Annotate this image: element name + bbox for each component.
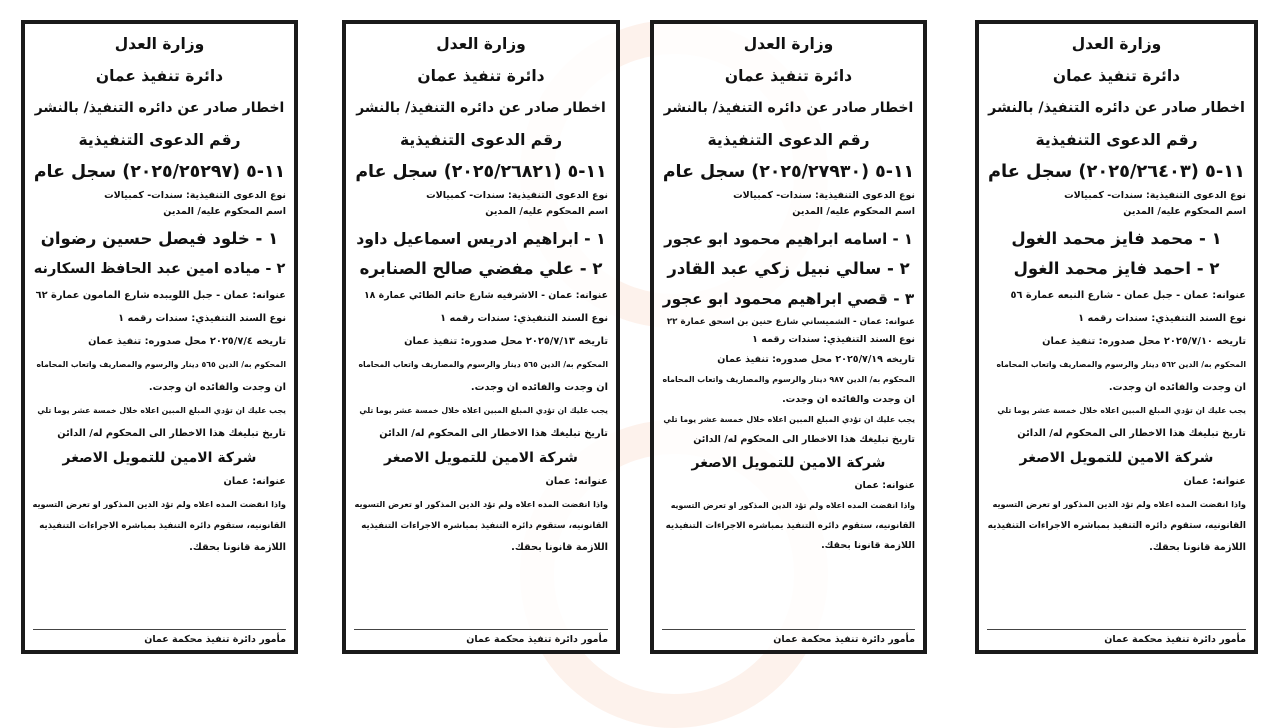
case-label: رقم الدعوى التنفيذية — [1035, 131, 1198, 149]
bond-type-line: نوع السند التنفيذي: سندات رقمه ١ — [440, 313, 608, 324]
interest-line: ان وجدت والفائده ان وجدت. — [470, 382, 608, 393]
closing-line: القانونيه، ستقوم دائره التنفيذ بمباشره الاجراءات التنفيذيه — [987, 521, 1246, 531]
closing-line: اللازمة قانونا بحقك. — [511, 542, 608, 553]
address-line: عنوانه: عمان - جبل عمان - شارع النبعه عمارة ٥٦ — [1010, 290, 1246, 301]
case-label: رقم الدعوى التنفيذية — [399, 131, 563, 149]
case-type: نوع الدعوى التنفيذية: سندات- كمبيالات — [733, 190, 915, 201]
case-number: ١١-٥ (٢٠٢٥/٢٦٤٠٣) سجل عام — [987, 161, 1245, 182]
closing-line: واذا انقضت المده اعلاه ولم تؤد الدين المذكور او تعرض التسويه — [32, 499, 286, 509]
ministry-heading: وزارة العدل — [436, 35, 526, 53]
bond-type-line: نوع السند التنفيذي: سندات رقمه ١ — [1078, 313, 1246, 324]
creditor-name: شركة الامين للتمويل الاصغر — [691, 455, 886, 471]
defendant-name: ٣ - قصي ابراهيم محمود ابو عجور — [662, 290, 915, 308]
pay-line: يجب عليك ان تؤدي المبلغ المبين اعلاه خلال خمسة عشر يوما تلي — [359, 406, 608, 415]
amount-line: المحكوم به/ الدين ٥٦٥ دينار والرسوم والمصاريف واتعاب المحاماه — [358, 360, 608, 369]
department-heading: دائرة تنفيذ عمان — [417, 67, 545, 85]
bond-type-line: نوع السند التنفيذي: سندات رقمه ١ — [752, 334, 915, 345]
date-line: تاريخه ٢٠٢٥/٧/١٩ محل صدوره: تنفيذ عمان — [717, 354, 915, 365]
case-number: ١١-٥ (٢٠٢٥/٢٧٩٣٠) سجل عام — [662, 162, 915, 182]
closing-line: اللازمة قانونا بحقك. — [821, 540, 915, 551]
signature-line: مأمور دائرة تنفيذ محكمة عمان — [987, 629, 1246, 650]
signature-line: مأمور دائرة تنفيذ محكمة عمان — [662, 629, 915, 650]
case-label: رقم الدعوى التنفيذية — [707, 131, 870, 149]
defendant-label: اسم المحكوم عليه/ المدين — [485, 206, 608, 217]
notice-card — [975, 20, 1258, 654]
defendant-name: ٢ - احمد فايز محمد الغول — [1013, 259, 1220, 278]
creditor-address: عنوانه: عمان — [223, 476, 286, 487]
closing-line: اللازمة قانونا بحقك. — [189, 542, 286, 553]
department-heading: دائرة تنفيذ عمان — [724, 67, 853, 85]
closing-line: اللازمة قانونا بحقك. — [1149, 542, 1246, 553]
interest-line: ان وجدت والفائده ان وجدت. — [148, 382, 286, 393]
defendant-name: ١ - محمد فايز محمد الغول — [1011, 229, 1222, 248]
creditor-name: شركة الامين للتمويل الاصغر — [1019, 450, 1214, 466]
department-heading: دائرة تنفيذ عمان — [1052, 67, 1181, 85]
signature-line: مأمور دائرة تنفيذ محكمة عمان — [33, 629, 286, 650]
ministry-heading: وزارة العدل — [114, 35, 205, 53]
closing-line: واذا انقضت المده اعلاه ولم تؤد الدين المذكور او تعرض التسويه — [670, 501, 915, 510]
defendant-name: ٢ - مياده امين عبد الحافظ السكارنه — [33, 261, 286, 277]
case-number: ١١-٥ (٢٠٢٥/٢٥٢٩٧) سجل عام — [33, 162, 286, 182]
interest-line: ان وجدت والفائده ان وجدت. — [782, 394, 915, 405]
ministry-heading: وزارة العدل — [743, 35, 834, 53]
creditor-address: عنوانه: عمان — [545, 476, 608, 487]
amount-line: المحكوم به/ الدين ٥٦٢ دينار والرسوم والمصاريف واتعاب المحاماه — [996, 360, 1246, 369]
notification-title: اخطار صادر عن دائره التنفيذ/ بالنشر — [356, 100, 606, 116]
bond-type-line: نوع السند التنفيذي: سندات رقمه ١ — [118, 313, 286, 324]
notice-card — [21, 20, 298, 654]
pay-line: تاريخ تبليغك هذا الاخطار الى المحكوم له/ الدائن — [57, 428, 286, 439]
closing-line: واذا انقضت المده اعلاه ولم تؤد الدين المذكور او تعرض التسويه — [354, 499, 608, 509]
creditor-address: عنوانه: عمان — [854, 480, 915, 491]
signature-line: مأمور دائرة تنفيذ محكمة عمان — [354, 629, 608, 650]
case-type: نوع الدعوى التنفيذية: سندات- كمبيالات — [104, 190, 286, 201]
defendants-list — [662, 224, 915, 314]
defendant-name: ١ - خلود فيصل حسين رضوان — [40, 229, 279, 248]
date-line: تاريخه ٢٠٢٥/٧/١٠ محل صدوره: تنفيذ عمان — [1042, 336, 1246, 347]
pay-line: تاريخ تبليغك هذا الاخطار الى المحكوم له/ الدائن — [1017, 428, 1246, 439]
pay-line: يجب عليك ان تؤدي المبلغ المبين اعلاه خلال خمسة عشر يوما تلي — [663, 415, 915, 424]
case-type: نوع الدعوى التنفيذية: سندات- كمبيالات — [426, 190, 608, 201]
defendants-list — [987, 224, 1246, 284]
defendants-list — [33, 224, 286, 284]
notice-card — [342, 20, 620, 654]
date-line: تاريخه ٢٠٢٥/٧/٤ محل صدوره: تنفيذ عمان — [88, 336, 286, 347]
address-line: عنوانه: عمان - الشميساني شارع حنين بن اسحق عمارة ٢٢ — [666, 317, 915, 327]
creditor-name: شركة الامين للتمويل الاصغر — [62, 450, 257, 466]
date-line: تاريخه ٢٠٢٥/٧/١٣ محل صدوره: تنفيذ عمان — [404, 336, 608, 347]
creditor-address: عنوانه: عمان — [1183, 476, 1246, 487]
case-number: ١١-٥ (٢٠٢٥/٢٦٨٢١) سجل عام — [355, 162, 607, 182]
case-type: نوع الدعوى التنفيذية: سندات- كمبيالات — [1064, 190, 1246, 201]
defendant-label: اسم المحكوم عليه/ المدين — [1123, 206, 1246, 217]
defendant-name: ١ - اسامه ابراهيم محمود ابو عجور — [664, 230, 913, 248]
amount-line: المحكوم به/ الدين ٩٨٧ دينار والرسوم والمصاريف واتعاب المحاماه — [662, 375, 915, 384]
defendant-label: اسم المحكوم عليه/ المدين — [163, 206, 286, 217]
notification-title: اخطار صادر عن دائره التنفيذ/ بالنشر — [988, 100, 1245, 116]
address-line: عنوانه: عمان - الاشرفيه شارع حاتم الطائي عمارة ١٨ — [363, 290, 608, 301]
closing-line: القانونيه، ستقوم دائره التنفيذ بمباشره الاجراءات التنفيذيه — [665, 521, 915, 531]
interest-line: ان وجدت والفائده ان وجدت. — [1108, 382, 1246, 393]
closing-line: القانونيه، ستقوم دائره التنفيذ بمباشره الاجراءات التنفيذيه — [39, 521, 286, 531]
notification-title: اخطار صادر عن دائره التنفيذ/ بالنشر — [663, 100, 914, 116]
department-heading: دائرة تنفيذ عمان — [95, 67, 224, 85]
pay-line: تاريخ تبليغك هذا الاخطار الى المحكوم له/ الدائن — [379, 428, 608, 439]
defendant-name: ١ - ابراهيم ادريس اسماعيل داود — [356, 229, 606, 248]
pay-line: يجب عليك ان تؤدي المبلغ المبين اعلاه خلال خمسة عشر يوما تلي — [37, 406, 286, 415]
case-label: رقم الدعوى التنفيذية — [78, 131, 241, 149]
notice-card — [650, 20, 927, 654]
ministry-heading: وزارة العدل — [1071, 35, 1162, 53]
notification-title: اخطار صادر عن دائره التنفيذ/ بالنشر — [34, 100, 285, 116]
address-line: عنوانه: عمان - جبل اللويبده شارع المامون عمارة ٦٢ — [35, 290, 286, 301]
defendant-label: اسم المحكوم عليه/ المدين — [792, 206, 915, 217]
pay-line: تاريخ تبليغك هذا الاخطار الى المحكوم له/ الدائن — [693, 434, 915, 445]
closing-line: واذا انقضت المده اعلاه ولم تؤد الدين المذكور او تعرض التسويه — [992, 499, 1246, 509]
defendant-name: ٢ - سالي نبيل زكي عبد القادر — [667, 259, 910, 278]
amount-line: المحكوم به/ الدين ٥٦٥ دينار والرسوم والمصاريف واتعاب المحاماه — [36, 360, 286, 369]
defendant-name: ٢ - علي مفضي صالح الصنابره — [359, 259, 603, 278]
pay-line: يجب عليك ان تؤدي المبلغ المبين اعلاه خلال خمسة عشر يوما تلي — [997, 406, 1246, 415]
closing-line: القانونيه، ستقوم دائره التنفيذ بمباشره الاجراءات التنفيذيه — [361, 521, 608, 531]
defendants-list — [354, 224, 608, 284]
creditor-name: شركة الامين للتمويل الاصغر — [384, 450, 578, 466]
